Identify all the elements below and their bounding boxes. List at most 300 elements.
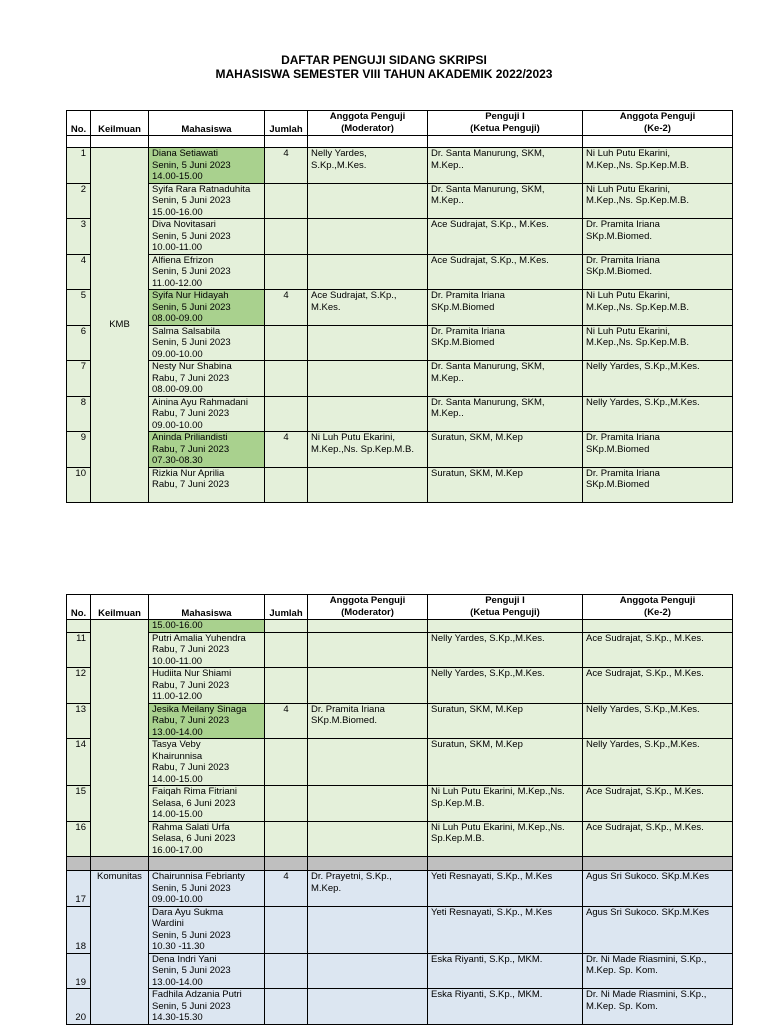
cell-mahasiswa-line: 10.30 -11.30: [152, 941, 205, 952]
spacer-cell: [428, 136, 583, 148]
table-row: [67, 989, 733, 1025]
cell-mahasiswa-line: Jesika Meilany Sinaga: [152, 703, 247, 715]
cell-jumlah: 4: [265, 148, 308, 184]
cell-penguji-1-line: Sp.Kep.M.B.: [431, 833, 485, 844]
cell-penguji-2-line: M.Kep.,Ns. Sp.Kep.M.B.: [586, 195, 689, 206]
cell-mahasiswa-line: Ainina Ayu Rahmadani: [152, 396, 248, 408]
cell-penguji-1: [428, 254, 583, 290]
table-row: [67, 906, 733, 953]
cell-penguji-1: [428, 989, 583, 1025]
cell-jumlah: 4: [265, 703, 308, 739]
cell-moderator: [308, 632, 428, 668]
cell-mahasiswa: [149, 632, 265, 668]
cell-no: 17: [67, 871, 91, 907]
cell-mahasiswa: [149, 703, 265, 739]
cell-no: 12: [67, 668, 91, 704]
cell-mahasiswa-line: 15.00-16.00: [152, 206, 203, 218]
table-row: [67, 786, 733, 822]
spacer-row: [67, 136, 733, 148]
cell-penguji-1-line: Eska Riyanti, S.Kp., MKM.: [431, 989, 543, 1000]
cell-moderator-line: S.Kp.,M.Kes.: [311, 159, 367, 171]
cell-moderator: [308, 219, 428, 255]
cell-penguji-2-line: M.Kep. Sp. Kom.: [586, 1000, 658, 1012]
cell-mahasiswa-line: Faiqah Rima Fitriani: [152, 786, 237, 797]
header-row: [67, 595, 733, 620]
cell-penguji-2-line: Ace Sudrajat, S.Kp., M.Kes.: [586, 821, 704, 833]
cell-mahasiswa: [149, 989, 265, 1025]
cell-mahasiswa-line: Syifa Rara Ratnaduhita: [152, 183, 251, 195]
cell-penguji-2: [583, 739, 733, 786]
cell-mahasiswa: [149, 219, 265, 255]
cell-penguji-1-line: Yeti Resnayati, S.Kp., M.Kes: [431, 871, 553, 882]
header-penguji-1: Penguji I (Ketua Penguji): [428, 111, 583, 136]
cell-moderator: [308, 703, 428, 739]
cell-mahasiswa: [149, 396, 265, 432]
header-no: No.: [67, 595, 91, 620]
cell-mahasiswa: [149, 906, 265, 953]
cell-penguji-1: [428, 396, 583, 432]
cell-mahasiswa: [149, 786, 265, 822]
cell-moderator: [308, 396, 428, 432]
cell-penguji-2-line: Nelly Yardes, S.Kp.,M.Kes.: [586, 396, 700, 408]
cell-penguji-1: [428, 906, 583, 953]
cell-mahasiswa-line: Salma Salsabila: [152, 325, 221, 337]
cell-mahasiswa-line: Senin, 5 Juni 2023: [152, 266, 231, 277]
header-mahasiswa: Mahasiswa: [149, 595, 265, 620]
cell-mahasiswa-line: Diva Novitasari: [152, 219, 216, 230]
cell-empty: [308, 620, 428, 633]
cell-jumlah: [265, 361, 308, 397]
cell-mahasiswa-line: Aninda Priliandisti: [152, 432, 228, 443]
cell-penguji-1-line: Dr. Santa Manurung, SKM,: [431, 361, 545, 372]
cell-penguji-1: [428, 467, 583, 502]
cell-mahasiswa: [149, 668, 265, 704]
header-jumlah: Jumlah: [265, 595, 308, 620]
cell-jumlah: [265, 668, 308, 704]
cell-mahasiswa-line: 10.00-11.00: [152, 655, 203, 667]
cell-penguji-2: [583, 183, 733, 219]
cell-jumlah: [265, 786, 308, 822]
cell-moderator-line: SKp.M.Biomed.: [311, 715, 377, 726]
cell-moderator-line: M.Kep.,Ns. Sp.Kep.M.B.: [311, 443, 414, 455]
cell-penguji-1: [428, 632, 583, 668]
cell-keilmuan: [91, 620, 149, 857]
cell-penguji-2-line: SKp.M.Biomed.: [586, 266, 652, 277]
cell-penguji-1-line: Sp.Kep.M.B.: [431, 797, 485, 809]
cell-penguji-1: [428, 183, 583, 219]
table-row: [67, 821, 733, 857]
cell-penguji-2-line: M.Kep.,Ns. Sp.Kep.M.B.: [586, 159, 689, 171]
header-no: No.: [67, 111, 91, 136]
cell-penguji-1-line: Dr. Pramita Iriana: [431, 290, 505, 301]
cell-penguji-2: [583, 361, 733, 397]
separator-cell: [583, 857, 733, 871]
cell-mahasiswa-line: 14.00-15.00: [152, 773, 203, 785]
cell-penguji-1-line: M.Kep..: [431, 372, 464, 384]
cell-mahasiswa: [149, 361, 265, 397]
cell-moderator-line: Dr. Pramita Iriana: [311, 703, 385, 715]
cell-penguji-2-line: Dr. Pramita Iriana: [586, 254, 660, 266]
cell-jumlah: [265, 467, 308, 502]
cell-penguji-1-line: Suratun, SKM, M.Kep: [431, 739, 523, 750]
cell-jumlah: [265, 325, 308, 361]
cell-penguji-1: [428, 871, 583, 907]
cell-mahasiswa: [149, 739, 265, 786]
cell-penguji-2: [583, 953, 733, 989]
cell-penguji-2-line: Agus Sri Sukoco. SKp.M.Kes: [586, 906, 710, 918]
cell-moderator: [308, 290, 428, 326]
cell-mahasiswa-line: Senin, 5 Juni 2023: [152, 929, 231, 941]
cell-mahasiswa: [149, 467, 265, 502]
cell-penguji-1-line: Eska Riyanti, S.Kp., MKM.: [431, 953, 543, 965]
cell-mahasiswa-line: Wardini: [152, 918, 184, 929]
cell-penguji-2-line: M.Kep.,Ns. Sp.Kep.M.B.: [586, 301, 689, 313]
cell-keilmuan: Komunitas: [91, 871, 149, 1025]
cell-moderator: [308, 786, 428, 822]
cell-jumlah: [265, 989, 308, 1025]
cell-penguji-2: [583, 254, 733, 290]
header-keilmuan: Keilmuan: [91, 111, 149, 136]
cell-moderator: [308, 668, 428, 704]
cell-mahasiswa-line: Tasya Veby: [152, 739, 201, 750]
cell-mahasiswa-line: 13.00-14.00: [152, 976, 203, 988]
cell-moderator: [308, 906, 428, 953]
cell-penguji-1-line: Yeti Resnayati, S.Kp., M.Kes: [431, 906, 553, 918]
cell-no: 20: [67, 989, 91, 1025]
table-row: [67, 703, 733, 739]
cell-penguji-2: [583, 786, 733, 822]
cell-mahasiswa: [149, 148, 265, 184]
cell-no: 4: [67, 254, 91, 290]
cell-penguji-2-line: Ace Sudrajat, S.Kp., M.Kes.: [586, 668, 704, 679]
cell-mahasiswa-line: Rabu, 7 Juni 2023: [152, 715, 230, 726]
cell-penguji-2-line: Ace Sudrajat, S.Kp., M.Kes.: [586, 786, 704, 797]
cell-penguji-1: [428, 290, 583, 326]
examiner-table-1: [66, 110, 733, 503]
cell-penguji-1-line: Nelly Yardes, S.Kp.,M.Kes.: [431, 668, 545, 679]
cell-mahasiswa-line: Rabu, 7 Juni 2023: [152, 443, 230, 455]
spacer-cell: [149, 136, 265, 148]
cell-jumlah: [265, 906, 308, 953]
separator-cell: [67, 857, 91, 871]
cell-empty: [583, 620, 733, 633]
table-row: [67, 148, 733, 184]
cell-penguji-1-line: M.Kep..: [431, 408, 464, 419]
cell-no: 11: [67, 632, 91, 668]
cell-no: 9: [67, 432, 91, 468]
cell-moderator-line: M.Kep.: [311, 882, 342, 894]
cell-mahasiswa-line: 14.30-15.30: [152, 1012, 203, 1023]
cell-no: 14: [67, 739, 91, 786]
cell-jumlah: [265, 632, 308, 668]
cell-penguji-1: [428, 668, 583, 704]
cell-no: 3: [67, 219, 91, 255]
cell-no: 10: [67, 467, 91, 502]
cell-no: 2: [67, 183, 91, 219]
cell-penguji-2-line: Dr. Ni Made Riasmini, S.Kp.,: [586, 989, 707, 1000]
cell-penguji-2: [583, 703, 733, 739]
cell-mahasiswa-line: Rabu, 7 Juni 2023: [152, 762, 230, 773]
cell-mahasiswa-line: 07.30-08.30: [152, 455, 203, 466]
cell-penguji-2-line: Ace Sudrajat, S.Kp., M.Kes.: [586, 632, 704, 644]
cell-mahasiswa-line: 14.00-15.00: [152, 809, 203, 820]
cell-penguji-2: [583, 989, 733, 1025]
cell-penguji-1: [428, 786, 583, 822]
cell-mahasiswa: [149, 254, 265, 290]
cell-mahasiswa: [149, 183, 265, 219]
cell-penguji-2-line: Dr. Pramita Iriana: [586, 467, 660, 479]
cell-jumlah: 4: [265, 290, 308, 326]
table-row: [67, 325, 733, 361]
cell-mahasiswa-line: Selasa, 6 Juni 2023: [152, 833, 236, 844]
header-mahasiswa: Mahasiswa: [149, 111, 265, 136]
cell-penguji-1-line: Dr. Pramita Iriana: [431, 325, 505, 337]
cell-mahasiswa: [149, 325, 265, 361]
cell-penguji-1-line: Suratun, SKM, M.Kep: [431, 432, 523, 443]
cell-mahasiswa-line: 08.00-09.00: [152, 384, 203, 395]
cell-empty: [265, 620, 308, 633]
cell-mahasiswa-line: Senin, 5 Juni 2023: [152, 230, 231, 242]
cell-no: 18: [67, 906, 91, 953]
cell-no: 16: [67, 821, 91, 857]
cell-penguji-1-line: Ni Luh Putu Ekarini, M.Kep.,Ns.: [431, 786, 565, 797]
cell-jumlah: 4: [265, 871, 308, 907]
cell-penguji-2-line: Nelly Yardes, S.Kp.,M.Kes.: [586, 739, 700, 750]
spacer-cell: [583, 136, 733, 148]
cell-mahasiswa-line: Rahma Salati Urfa: [152, 821, 230, 833]
cell-mahasiswa-line: Selasa, 6 Juni 2023: [152, 797, 236, 809]
cell-mahasiswa-line: 09.00-10.00: [152, 894, 203, 905]
cell-no: 8: [67, 396, 91, 432]
cell-mahasiswa-line: Khairunnisa: [152, 750, 203, 762]
cell-moderator: [308, 361, 428, 397]
cell-jumlah: [265, 953, 308, 989]
cell-moderator: [308, 183, 428, 219]
cell-penguji-2: [583, 325, 733, 361]
cell-mahasiswa-line: 09.00-10.00: [152, 348, 203, 360]
cell-mahasiswa-line: Alfiena Efrizon: [152, 254, 214, 266]
cell-penguji-1-line: Dr. Santa Manurung, SKM,: [431, 183, 545, 195]
cell-penguji-2-line: Ni Luh Putu Ekarini,: [586, 290, 670, 301]
cell-penguji-2-line: Nelly Yardes, S.Kp.,M.Kes.: [586, 361, 700, 372]
cell-penguji-1: [428, 325, 583, 361]
cell-penguji-2: [583, 396, 733, 432]
cell-no: 6: [67, 325, 91, 361]
cell-penguji-1: [428, 821, 583, 857]
cell-mahasiswa-line: Dena Indri Yani: [152, 953, 217, 965]
cell-jumlah: [265, 254, 308, 290]
cell-mahasiswa-line: Rabu, 7 Juni 2023: [152, 408, 230, 419]
cell-no: 19: [67, 953, 91, 989]
cell-mahasiswa-line: Rabu, 7 Juni 2023: [152, 644, 230, 655]
cell-mahasiswa-line: Senin, 5 Juni 2023: [152, 159, 231, 171]
cell-mahasiswa-line: Rabu, 7 Juni 2023: [152, 679, 230, 691]
cell-mahasiswa-line: Senin, 5 Juni 2023: [152, 301, 231, 313]
spacer-cell: [67, 136, 91, 148]
cell-penguji-2-line: SKp.M.Biomed: [586, 479, 650, 490]
table-row: [67, 183, 733, 219]
cell-mahasiswa-line: Rabu, 7 Juni 2023: [152, 372, 230, 384]
separator-row: [67, 857, 733, 871]
cell-penguji-2-line: Ni Luh Putu Ekarini,: [586, 325, 670, 337]
cell-no: 15: [67, 786, 91, 822]
separator-cell: [265, 857, 308, 871]
separator-cell: [149, 857, 265, 871]
cell-jumlah: [265, 739, 308, 786]
spacer-cell: [91, 136, 149, 148]
carry-row: [67, 620, 733, 633]
cell-keilmuan: KMB: [91, 148, 149, 503]
cell-moderator-line: Ni Luh Putu Ekarini,: [311, 432, 395, 443]
cell-mahasiswa-line: Hudiita Nur Shiami: [152, 668, 232, 679]
cell-penguji-2: [583, 821, 733, 857]
cell-penguji-2: [583, 219, 733, 255]
separator-cell: [308, 857, 428, 871]
cell-penguji-1-line: SKp.M.Biomed: [431, 301, 495, 313]
cell-moderator: [308, 467, 428, 502]
cell-mahasiswa-line: Dara Ayu Sukma: [152, 906, 224, 918]
cell-mahasiswa-line: 09.00-10.00: [152, 419, 203, 431]
cell-penguji-1-line: M.Kep..: [431, 159, 464, 171]
cell-penguji-2-line: Dr. Pramita Iriana: [586, 219, 660, 230]
table-row: [67, 953, 733, 989]
document-title: DAFTAR PENGUJI SIDANG SKRIPSI: [281, 53, 487, 67]
cell-penguji-2-line: SKp.M.Biomed: [586, 443, 650, 455]
header-penguji-2: Anggota Penguji (Ke-2): [583, 111, 733, 136]
table-row: [67, 668, 733, 704]
header-keilmuan: Keilmuan: [91, 595, 149, 620]
cell-moderator-line: Nelly Yardes,: [311, 148, 367, 159]
cell-penguji-2-line: M.Kep. Sp. Kom.: [586, 965, 658, 976]
cell-mahasiswa-line: Diana Setiawati: [152, 148, 219, 159]
cell-moderator: [308, 821, 428, 857]
cell-penguji-1: [428, 739, 583, 786]
cell-mahasiswa-line: 11.00-12.00: [152, 691, 203, 702]
cell-no: 1: [67, 148, 91, 184]
cell-moderator-line: M.Kes.: [311, 301, 341, 313]
cell-no: 5: [67, 290, 91, 326]
cell-penguji-2: [583, 432, 733, 468]
cell-mahasiswa-line: 14.00-15.00: [152, 171, 203, 182]
cell-mahasiswa: [149, 432, 265, 468]
cell-mahasiswa-line: Putri Amalia Yuhendra: [152, 632, 246, 644]
cell-mahasiswa-line: Senin, 5 Juni 2023: [152, 337, 231, 348]
cell-penguji-2-line: Dr. Ni Made Riasmini, S.Kp.,: [586, 953, 707, 965]
cell-mahasiswa-line: Senin, 5 Juni 2023: [152, 195, 231, 206]
cell-penguji-1: [428, 148, 583, 184]
cell-penguji-2-line: Ni Luh Putu Ekarini,: [586, 183, 670, 195]
cell-mahasiswa-line: 16.00-17.00: [152, 844, 203, 856]
cell-moderator: [308, 254, 428, 290]
cell-mahasiswa-line: 08.00-09.00: [152, 313, 203, 324]
cell-penguji-2-line: Ni Luh Putu Ekarini,: [586, 148, 670, 159]
cell-mahasiswa-line: Senin, 5 Juni 2023: [152, 882, 231, 894]
cell-mahasiswa-line: 11.00-12.00: [152, 277, 203, 289]
header-row: [67, 111, 733, 136]
cell-penguji-1-line: Nelly Yardes, S.Kp.,M.Kes.: [431, 632, 545, 644]
cell-penguji-2: [583, 632, 733, 668]
separator-cell: [91, 857, 149, 871]
cell-mahasiswa-line: Nesty Nur Shabina: [152, 361, 232, 372]
cell-moderator: [308, 432, 428, 468]
cell-penguji-1-line: M.Kep..: [431, 195, 464, 206]
cell-mahasiswa: [149, 290, 265, 326]
cell-mahasiswa-line: Chairunnisa Febrianty: [152, 871, 245, 882]
cell-no: [67, 620, 91, 633]
cell-penguji-1-line: Ni Luh Putu Ekarini, M.Kep.,Ns.: [431, 821, 565, 833]
table-row: [67, 254, 733, 290]
cell-mahasiswa-line: Syifa Nur Hidayah: [152, 290, 229, 301]
cell-moderator-line: Ace Sudrajat, S.Kp.,: [311, 290, 397, 301]
cell-moderator: [308, 871, 428, 907]
table-row: [67, 432, 733, 468]
cell-mahasiswa: [149, 953, 265, 989]
cell-moderator: [308, 325, 428, 361]
table-row: [67, 219, 733, 255]
cell-no: 7: [67, 361, 91, 397]
cell-penguji-2: [583, 467, 733, 502]
cell-penguji-1-line: SKp.M.Biomed: [431, 337, 495, 348]
table-row: [67, 361, 733, 397]
spacer-cell: [308, 136, 428, 148]
cell-mahasiswa-line: Senin, 5 Juni 2023: [152, 965, 231, 976]
cell-penguji-1: [428, 703, 583, 739]
cell-jumlah: 4: [265, 432, 308, 468]
cell-mahasiswa-line: Rizkia Nur Aprilia: [152, 467, 225, 479]
cell-penguji-2-line: M.Kep.,Ns. Sp.Kep.M.B.: [586, 337, 689, 348]
cell-mahasiswa-line: Fadhila Adzania Putri: [152, 989, 242, 1000]
table-row: [67, 467, 733, 502]
cell-mahasiswa: 15.00-16.00: [149, 620, 265, 633]
cell-jumlah: [265, 219, 308, 255]
cell-penguji-2-line: Nelly Yardes, S.Kp.,M.Kes.: [586, 703, 700, 715]
cell-penguji-2: [583, 871, 733, 907]
cell-penguji-2: [583, 290, 733, 326]
cell-empty: [428, 620, 583, 633]
cell-penguji-2-line: Agus Sri Sukoco. SKp.M.Kes: [586, 871, 710, 882]
table-row: [67, 290, 733, 326]
cell-mahasiswa-line: Senin, 5 Juni 2023: [152, 1000, 231, 1012]
table-row: [67, 871, 733, 907]
header-moderator: Anggota Penguji (Moderator): [308, 111, 428, 136]
cell-moderator: [308, 953, 428, 989]
cell-penguji-2: [583, 906, 733, 953]
cell-penguji-1: [428, 219, 583, 255]
cell-mahasiswa-line: 13.00-14.00: [152, 726, 203, 738]
spacer-cell: [265, 136, 308, 148]
cell-moderator: [308, 148, 428, 184]
examiner-table-2: [66, 594, 733, 1025]
cell-moderator: [308, 739, 428, 786]
header-penguji-2: Anggota Penguji (Ke-2): [583, 595, 733, 620]
cell-penguji-1-line: Ace Sudrajat, S.Kp., M.Kes.: [431, 219, 549, 230]
cell-penguji-1: [428, 953, 583, 989]
cell-penguji-1-line: Suratun, SKM, M.Kep: [431, 467, 523, 479]
cell-jumlah: [265, 821, 308, 857]
separator-cell: [428, 857, 583, 871]
cell-penguji-2-line: SKp.M.Biomed.: [586, 230, 652, 242]
table-row: [67, 632, 733, 668]
cell-penguji-1: [428, 361, 583, 397]
header-moderator: Anggota Penguji (Moderator): [308, 595, 428, 620]
cell-penguji-1-line: Ace Sudrajat, S.Kp., M.Kes.: [431, 254, 549, 266]
cell-no: 13: [67, 703, 91, 739]
cell-penguji-1-line: Suratun, SKM, M.Kep: [431, 703, 523, 715]
cell-moderator: [308, 989, 428, 1025]
cell-mahasiswa: [149, 871, 265, 907]
cell-penguji-2: [583, 148, 733, 184]
cell-mahasiswa: [149, 821, 265, 857]
